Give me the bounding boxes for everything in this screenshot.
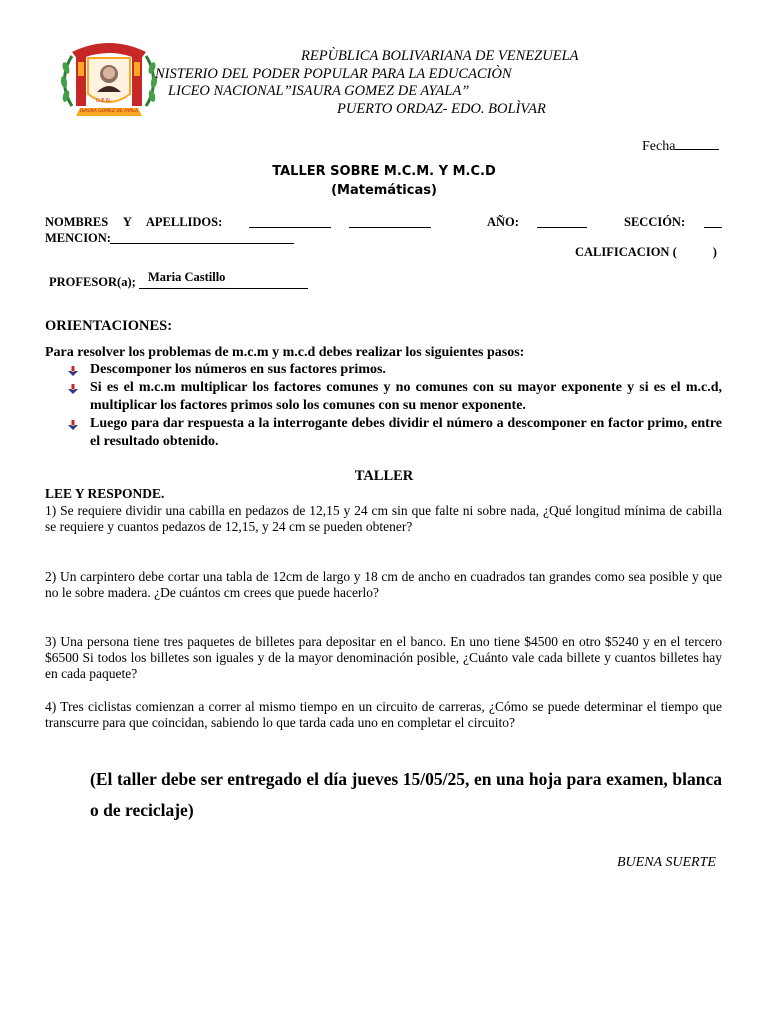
logo-text-top: U.E.N. bbox=[96, 98, 112, 104]
arrow-down-icon bbox=[68, 384, 78, 394]
ano-field[interactable] bbox=[537, 227, 587, 228]
question-2: 2) Un carpintero debe cortar una tabla de 12cm de largo y 18 cm de ancho en cuadrados tan grandes como sea posible y que no le sobre madera. ¿De cuántos cm crees que puede hacerlo? bbox=[45, 569, 722, 600]
fecha-field[interactable] bbox=[642, 137, 719, 155]
ano-label: AÑO: bbox=[487, 215, 519, 229]
profesor-field[interactable] bbox=[139, 288, 308, 289]
logo-text-bottom: ISAURA GOMEZ DE AYALA bbox=[80, 109, 138, 114]
step-2: Si es el m.c.m multiplicar los factores comunes y no comunes con su mayor exponente y si es el m.c.d, multiplicar los factores primos solo los comunes con su menor exponente. bbox=[90, 380, 722, 413]
page-title: TALLER SOBRE M.C.M. Y M.C.D bbox=[272, 164, 496, 179]
profesor-value: Maria Castillo bbox=[148, 270, 226, 284]
page-subtitle: (Matemáticas) bbox=[331, 183, 437, 198]
mencion-label: MENCION: bbox=[45, 231, 111, 245]
arrow-down-icon bbox=[68, 420, 78, 430]
nombres-label: NOMBRES Y APELLIDOS: bbox=[45, 215, 223, 229]
step-3: Luego para dar respuesta a la interrogante debes dividir el número a descomponer en factor primo, entre el resultado obtenido. bbox=[90, 416, 722, 449]
orientaciones-intro: Para resolver los problemas de m.c.m y m.c.d debes realizar los siguientes pasos: bbox=[45, 345, 525, 360]
header-liceo: LICEO NACIONAL”ISAURA GOMEZ DE AYALA” bbox=[168, 83, 470, 99]
header-ciudad: PUERTO ORDAZ- EDO. BOLÌVAR bbox=[337, 101, 546, 117]
arrow-down-icon bbox=[68, 366, 78, 376]
nombres-field-2[interactable] bbox=[349, 227, 431, 228]
taller-subheading: LEE Y RESPONDE. bbox=[45, 486, 165, 501]
seccion-field[interactable] bbox=[704, 227, 722, 228]
calificacion-label bbox=[575, 245, 717, 260]
entrega-note: (El taller debe ser entregado el día jueves 15/05/25, en una hoja para examen, blanca o de reciclaje) bbox=[90, 769, 722, 820]
nombres-field-1[interactable] bbox=[249, 227, 331, 228]
header-republica: REPÙBLICA BOLIVARIANA DE VENEZUELA bbox=[301, 48, 579, 64]
header-ministerio: NISTERIO DEL PODER POPULAR PARA LA EDUCACIÒN bbox=[155, 66, 512, 82]
school-logo bbox=[58, 36, 160, 124]
profesor-label: PROFESOR(a); bbox=[49, 275, 136, 289]
calificacion-close: ) bbox=[712, 245, 717, 259]
closing-text: BUENA SUERTE bbox=[617, 855, 716, 870]
seccion-label: SECCIÓN: bbox=[624, 215, 686, 229]
step-1: Descomponer los números en sus factores primos. bbox=[90, 362, 386, 377]
mencion-field[interactable] bbox=[110, 243, 294, 244]
question-3: 3) Una persona tiene tres paquetes de billetes para depositar en el banco. En uno tiene $4500 en otro $5240 y en el tercero $6500 Si todos los billetes son iguales y de la mayor denominación posible, ¿Cuánto vale cada billete y cuantos billetes hay en cada paquete? bbox=[45, 634, 722, 681]
fecha-line[interactable] bbox=[675, 137, 719, 150]
taller-heading: TALLER bbox=[354, 468, 414, 484]
calificacion-open: CALIFICACION ( bbox=[575, 245, 677, 259]
orientaciones-heading: ORIENTACIONES: bbox=[45, 318, 173, 334]
fecha-label: Fecha bbox=[642, 139, 676, 154]
question-1: 1) Se requiere dividir una cabilla en pedazos de 12,15 y 24 cm sin que falte ni sobre nada, ¿Qué longitud mínima de cabilla se requiere y cuantos pedazos de 12,15, y 24 cm se pueden obtener? bbox=[45, 503, 722, 534]
question-4: 4) Tres ciclistas comienzan a correr al mismo tiempo en un circuito de carreras, ¿Cómo se puede determinar el tiempo que transcurre para que coincidan, sabiendo lo que tarda cada uno en completar el circuito? bbox=[45, 699, 722, 730]
